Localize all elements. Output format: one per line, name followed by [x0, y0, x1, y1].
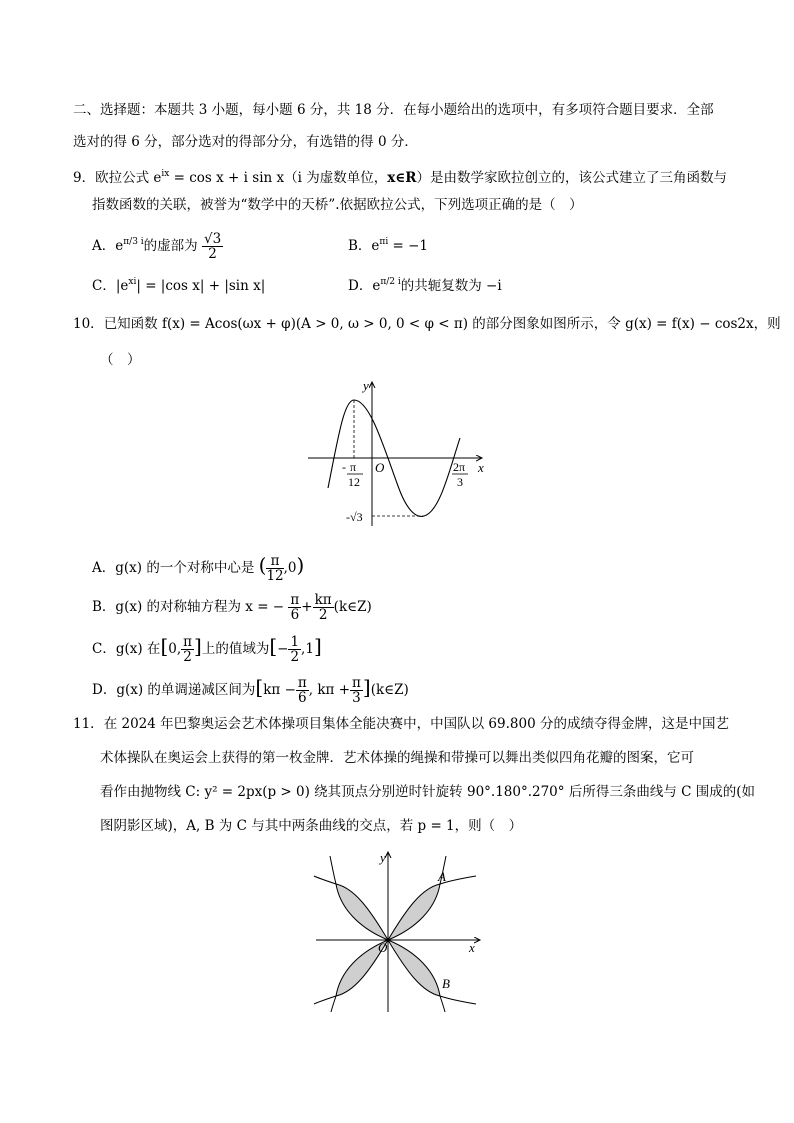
- q9-option-c-text: |e: [115, 278, 129, 294]
- q11-curve-ext-8: [331, 996, 336, 1012]
- q9-option-d-label: D．: [348, 278, 373, 294]
- q9-option-d-text: 的共轭复数为 −i: [400, 278, 502, 294]
- q11-origin-label: O: [378, 940, 388, 955]
- q9-option-a[interactable]: A．$e^{\pi/3 i}$的虚部为 $\frac{√3}{2}$: [92, 231, 222, 262]
- q9-option-a-text: 的虚部为: [143, 238, 198, 254]
- section-header-line1: 二、选择题：本题共 3 小题，每小题 6 分，共 18 分．在每小题给出的选项中，有多项符合题目要求．全部: [73, 102, 714, 118]
- q9-stem-line2: 指数函数的关联，被誉为“数学中的天桥”.依据欧拉公式，下列选项正确的是（ ）: [92, 197, 583, 213]
- q10-tick-left-sign: -: [342, 460, 346, 474]
- q11-petal-nw: [336, 884, 388, 940]
- q11-curve-ext-6: [440, 996, 445, 1012]
- q10-option-c-label: C．: [92, 641, 116, 657]
- q10-option-d-frac2: $\frac{\pi}{3}$: [352, 675, 361, 706]
- q11-curve-ext-4: [330, 856, 336, 884]
- q9-option-a-label: A．: [92, 238, 116, 254]
- q10-option-d-label: D．: [92, 682, 117, 698]
- q11-stem-line3: 看作由抛物线 C: y² = 2px(p > 0) 绕其顶点分别逆时针旋转 90°.180°.270° 后所得三条曲线与 C 围成的(如: [100, 784, 755, 800]
- q9-option-b-label: B．: [348, 238, 372, 254]
- q10-number: 10．: [73, 316, 104, 332]
- q10-tick-right-num: 2π: [453, 460, 466, 474]
- q9-option-c[interactable]: [92, 272, 265, 296]
- q10-option-a[interactable]: A．g(x) 的一个对称中心是 ( $\frac{\pi}{12}$ ,0): [92, 553, 305, 584]
- q11-x-label: x: [469, 940, 475, 955]
- q10-option-b-text: g(x) 的对称轴方程为 x = −: [115, 599, 285, 615]
- q10-option-b-frac2: $\frac{k\pi}{2}$: [314, 592, 332, 623]
- q10-option-c-frac2: $\frac{1}{2}$: [290, 634, 300, 665]
- q10-tick-left-den: 12: [348, 475, 360, 489]
- q9-text-b: = cos x + i sin x（i 为虚数单位，: [169, 170, 388, 186]
- q10-y-label: y: [363, 378, 369, 393]
- q11-curve-ext-7: [314, 996, 336, 1004]
- q9-option-a-fraction: $\frac{√3}{2}$: [203, 231, 222, 262]
- q9-number: 9．: [73, 170, 96, 186]
- q9-option-b[interactable]: B．$e^{\pi i} = -1$: [348, 237, 429, 254]
- q10-paren: （ ）: [100, 352, 141, 368]
- q11-graph: [312, 848, 487, 1013]
- q10-tick-left-num: π: [350, 460, 357, 474]
- q10-graph: [300, 378, 500, 528]
- q9-option-d[interactable]: D．$e^{\pi/2 i}$的共轭复数为 −i: [348, 277, 502, 294]
- q11-petal-ne: [388, 884, 440, 940]
- q9-option-c-exp: xi: [128, 277, 137, 287]
- q10-option-c[interactable]: C．g(x) 在[0, $\frac{\pi}{2}$ ]上的值域为[− $\frac{1}{2}$ ,1]: [92, 634, 322, 665]
- q10-min-label: -√3: [346, 510, 363, 524]
- q10-x-label: x: [478, 460, 484, 475]
- q9-option-b-exp: πi: [379, 237, 389, 247]
- q10-option-b-frac1: $\frac{\pi}{6}$: [290, 592, 300, 623]
- q11-stem-line2: 术体操队在奥运会上获得的第一枚金牌．艺术体操的绳操和带操可以舞出类似四角花瓣的图案，它可: [100, 750, 694, 766]
- q10-option-d-frac1: $\frac{\pi}{6}$: [297, 675, 307, 706]
- q9-text-c: x∈R: [387, 170, 417, 186]
- q11-number: 11．: [73, 716, 104, 732]
- q11-curve-ext-5: [440, 996, 476, 1004]
- q10-option-b-label: B．: [92, 599, 116, 615]
- q11-curve-ext-3: [314, 876, 336, 884]
- q10-option-a-fraction: $\frac{\pi}{12}$: [266, 553, 284, 584]
- q10-option-d-text: g(x) 的单调递减区间为: [116, 682, 256, 698]
- q11-line1: 在 2024 年巴黎奥运会艺术体操项目集体全能决赛中，中国队以 69.800 分的成绩夺得金牌，这是中国艺: [103, 716, 729, 732]
- q10-option-a-text: g(x) 的一个对称中心是: [115, 560, 255, 576]
- q10-stem-line1: [73, 314, 781, 334]
- q11-y-label: y: [380, 850, 386, 865]
- q10-text: 已知函数 f(x) = Acos(ωx + φ)(A > 0, ω > 0, 0 < φ < π) 的部分图象如图所示，令 g(x) = f(x) − cos2x，则: [103, 316, 781, 332]
- q11-point-b-label: B: [442, 976, 450, 991]
- q10-tick-right-den: 3: [457, 475, 463, 489]
- q10-origin-label: O: [375, 460, 385, 475]
- q9-option-c-text2: | = |cos x| + |sin x|: [136, 278, 266, 294]
- q10-option-b[interactable]: B．g(x) 的对称轴方程为 x = − $\frac{\pi}{6}$ + $\frac{k\pi}{2}$ (k∈Z): [92, 592, 372, 623]
- q10-option-d[interactable]: D．g(x) 的单调递减区间为[kπ − $\frac{\pi}{6}$ , kπ + $\frac{\pi}{3}$ ](k∈Z): [92, 675, 409, 706]
- q9-option-d-exp: π/2 i: [380, 277, 401, 287]
- q9-text-a: 欧拉公式 e: [95, 170, 162, 186]
- q10-option-a-label: A．: [92, 560, 116, 576]
- q9-text-d: ）是由数学家欧拉创立的，该公式建立了三角函数与: [416, 170, 727, 186]
- q10-option-c-frac1: $\frac{\pi}{2}$: [183, 634, 193, 665]
- section-header-line2: 选对的得 6 分，部分选对的得部分分，有选错的得 0 分．: [73, 134, 418, 150]
- q11-stem-line4: 图阴影区域)，A, B 为 C 与其中两条曲线的交点，若 p = 1，则（ ）: [100, 818, 523, 834]
- q11-petal-se: [388, 940, 440, 996]
- q10-option-c-text: g(x) 在: [115, 641, 161, 657]
- q9-option-c-label: C．: [92, 278, 116, 294]
- q11-point-a-label: A: [438, 869, 446, 884]
- q9-stem-line1: [73, 164, 727, 188]
- q11-stem-line1: [73, 714, 729, 734]
- q9-option-b-text: = −1: [388, 238, 429, 254]
- q9-option-a-exp: π/3 i: [123, 237, 144, 247]
- q9-text-a-sup: ix: [161, 169, 170, 179]
